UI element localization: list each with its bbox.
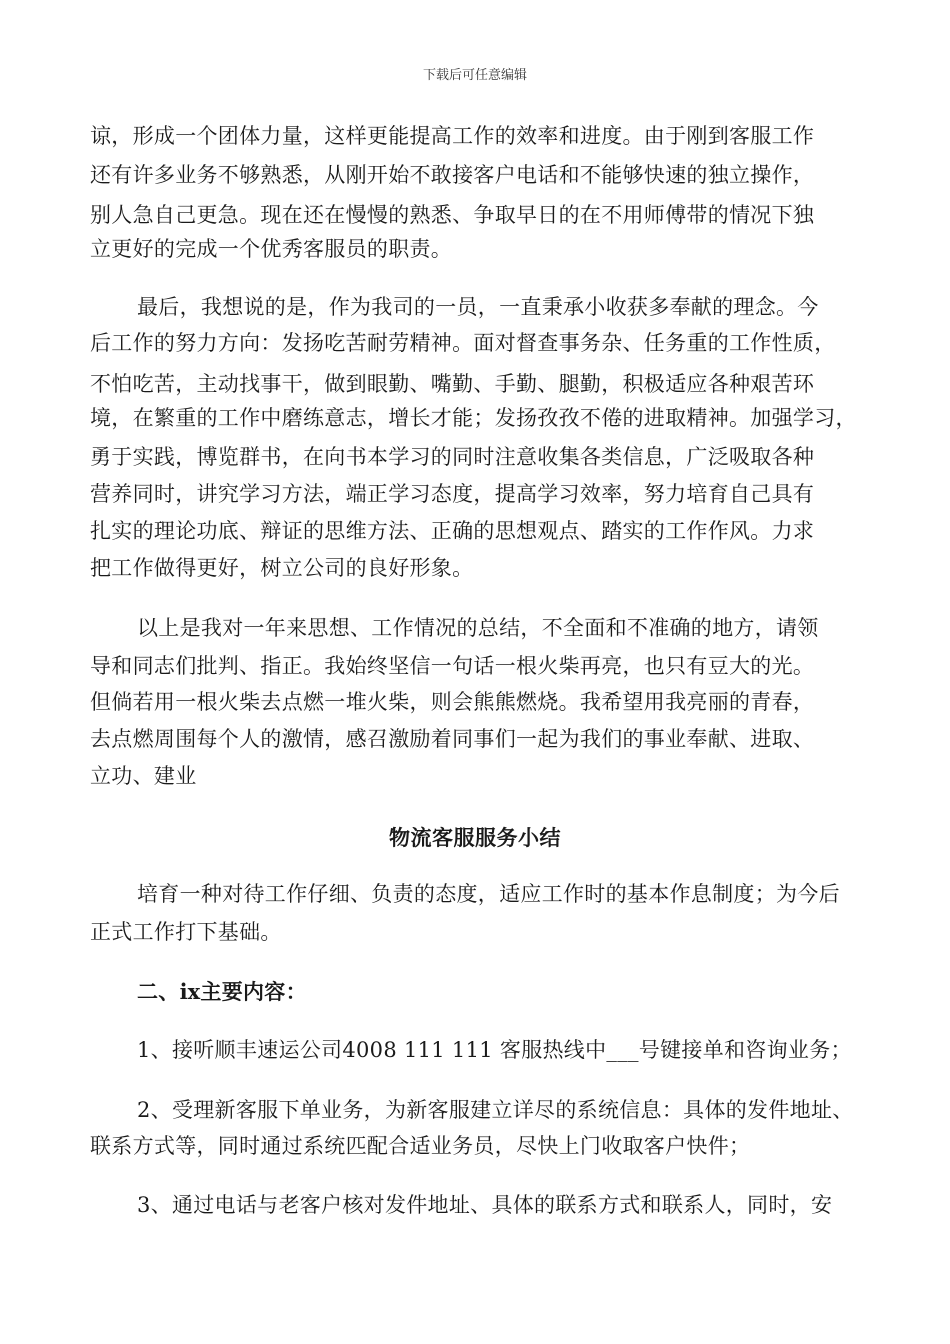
paragraph-line: 扎实的理论功底、辩证的思维方法、正确的思想观点、踏实的工作作风。力求 [90, 519, 815, 543]
paragraph-line: 培育一种对待工作仔细、负责的态度，适应工作时的基本作息制度；为今后 [137, 882, 840, 906]
list-item-continuation: 联系方式等，同时通过系统匹配合适业务员，尽快上门收取客户快件； [90, 1134, 751, 1158]
subheading: 二、ⅸ主要内容： [137, 979, 307, 1004]
section-title: 物流客服服务小结 [389, 825, 561, 850]
list-item: 1、接听顺丰速运公司4008 111 111 客服热线中___号键接单和咨询业务； [137, 1038, 852, 1062]
paragraph-line: 最后，我想说的是，作为我司的一员，一直秉承小收获多奉献的理念。今 [137, 295, 819, 319]
paragraph-line: 立更好的完成一个优秀客服员的职责。 [90, 237, 453, 261]
paragraph-line: 营养同时，讲究学习方法，端正学习态度，提高学习效率，努力培育自己具有 [90, 482, 815, 506]
paragraph-line: 但倘若用一根火柴去点燃一堆火柴，则会熊熊燃烧。我希望用我亮丽的青春， [90, 690, 815, 714]
paragraph-line: 以上是我对一年来思想、工作情况的总结，不全面和不准确的地方，请领 [137, 616, 819, 640]
paragraph-line: 去点燃周围每个人的激情，感召激励着同事们一起为我们的事业奉献、进取、 [90, 727, 815, 751]
paragraph-line: 把工作做得更好，树立公司的良好形象。 [90, 556, 474, 580]
paragraph-line: 别人急自己更急。现在还在慢慢的熟悉、争取早日的在不用师傅带的情况下独 [90, 203, 815, 227]
paragraph-line: 还有许多业务不够熟悉，从刚开始不敢接客户电话和不能够快速的独立操作， [90, 163, 815, 187]
paragraph-line: 勇于实践，博览群书，在向书本学习的同时注意收集各类信息，广泛吸取各种 [90, 445, 815, 469]
paragraph-line: 不怕吃苦，主动找事干，做到眼勤、嘴勤、手勤、腿勤，积极适应各种艰苦环 [90, 372, 815, 396]
page-header: 下载后可任意编辑 [422, 68, 527, 83]
list-item: 3、通过电话与老客户核对发件地址、具体的联系方式和联系人，同时，安 [137, 1193, 833, 1217]
paragraph-line: 谅，形成一个团体力量，这样更能提高工作的效率和进度。由于刚到客服工作 [90, 124, 815, 148]
paragraph-line: 导和同志们批判、指正。我始终坚信一句话一根火柴再亮，也只有豆大的光。 [90, 654, 815, 678]
paragraph-line: 后工作的努力方向：发扬吃苦耐劳精神。面对督查事务杂、任务重的工作性质， [90, 331, 836, 355]
paragraph-line: 立功、建业 [90, 764, 197, 788]
list-item: 2、受理新客服下单业务，为新客服建立详尽的系统信息：具体的发件地址、 [137, 1098, 854, 1122]
paragraph-line: 正式工作打下基础。 [90, 920, 282, 944]
paragraph-line: 境，在繁重的工作中磨练意志，增长才能；发扬孜孜不倦的进取精神。加强学习， [90, 406, 857, 430]
